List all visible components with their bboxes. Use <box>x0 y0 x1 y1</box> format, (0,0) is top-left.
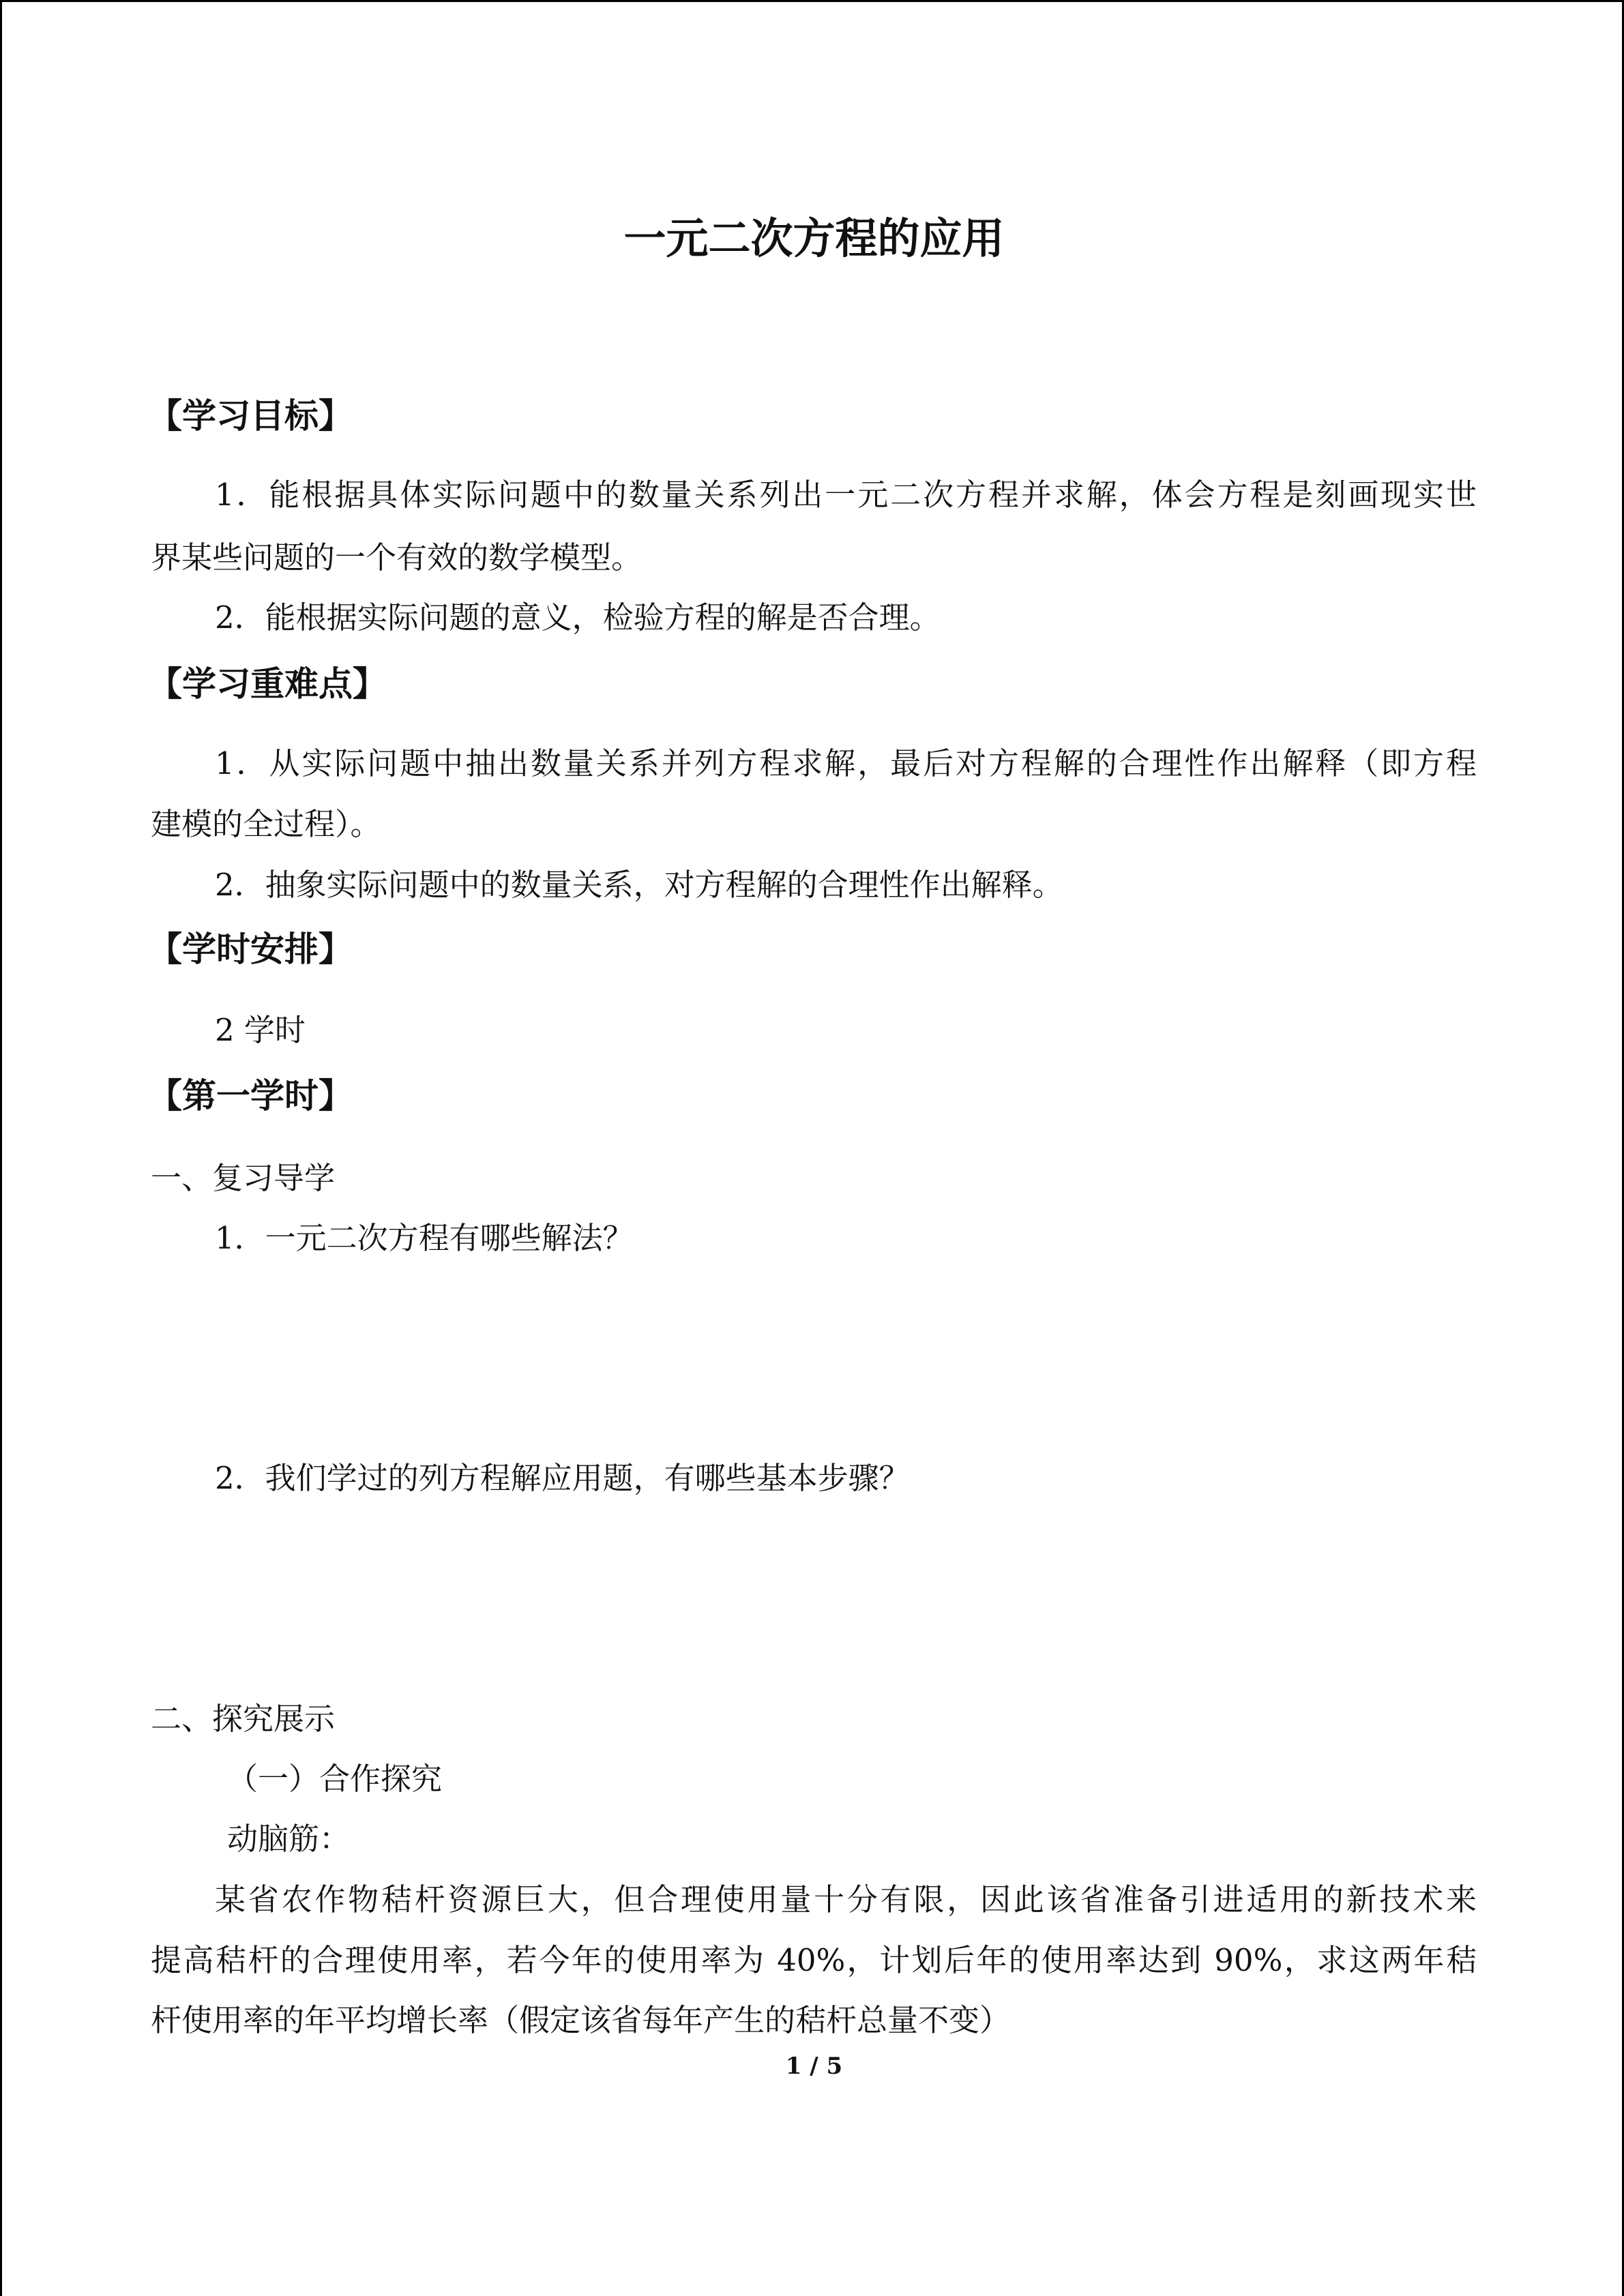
key-point-1-line-1: 1．从实际问题中抽出数量关系并列方程求解，最后对方程解的合理性作出解释（即方程 <box>215 745 1477 781</box>
review-question-1: 1．一元二次方程有哪些解法？ <box>215 1220 634 1256</box>
review-question-2: 2．我们学过的列方程解应用题，有哪些基本步骤？ <box>215 1460 910 1496</box>
section-heading-schedule: 【学时安排】 <box>148 929 353 969</box>
section-heading-key-points: 【学习重难点】 <box>148 664 387 704</box>
section-heading-objectives: 【学习目标】 <box>148 396 353 436</box>
page-number: 1 / 5 <box>785 2053 843 2080</box>
objective-1-line-2: 界某些问题的一个有效的数学模型。 <box>151 539 643 576</box>
explore-title: 二、探究展示 <box>151 1701 336 1737</box>
page-title: 一元二次方程的应用 <box>623 213 1005 263</box>
explore-paragraph-line-1: 某省农作物秸杆资源巨大，但合理使用量十分有限，因此该省准备引进适用的新技术来 <box>215 1881 1477 1918</box>
section-heading-first-period: 【第一学时】 <box>148 1076 353 1116</box>
review-title: 一、复习导学 <box>151 1160 336 1196</box>
objective-2: 2．能根据实际问题的意义，检验方程的解是否合理。 <box>215 599 941 636</box>
explore-paragraph-line-3: 杆使用率的年平均增长率（假定该省每年产生的秸杆总量不变） <box>151 2002 1011 2038</box>
key-point-2: 2．抽象实际问题中的数量关系，对方程解的合理性作出解释。 <box>215 867 1063 903</box>
key-point-1-line-2: 建模的全过程）。 <box>151 806 381 842</box>
explore-subtitle: （一）合作探究 <box>227 1761 443 1797</box>
objective-1-line-1: 1．能根据具体实际问题中的数量关系列出一元二次方程并求解，体会方程是刻画现实世 <box>215 477 1477 513</box>
explore-label: 动脑筋： <box>227 1821 351 1857</box>
schedule-text: 2 学时 <box>215 1012 306 1048</box>
explore-paragraph-line-2: 提高秸杆的合理使用率，若今年的使用率为 40%，计划后年的使用率达到 90%，求这两年秸 <box>151 1942 1477 1978</box>
